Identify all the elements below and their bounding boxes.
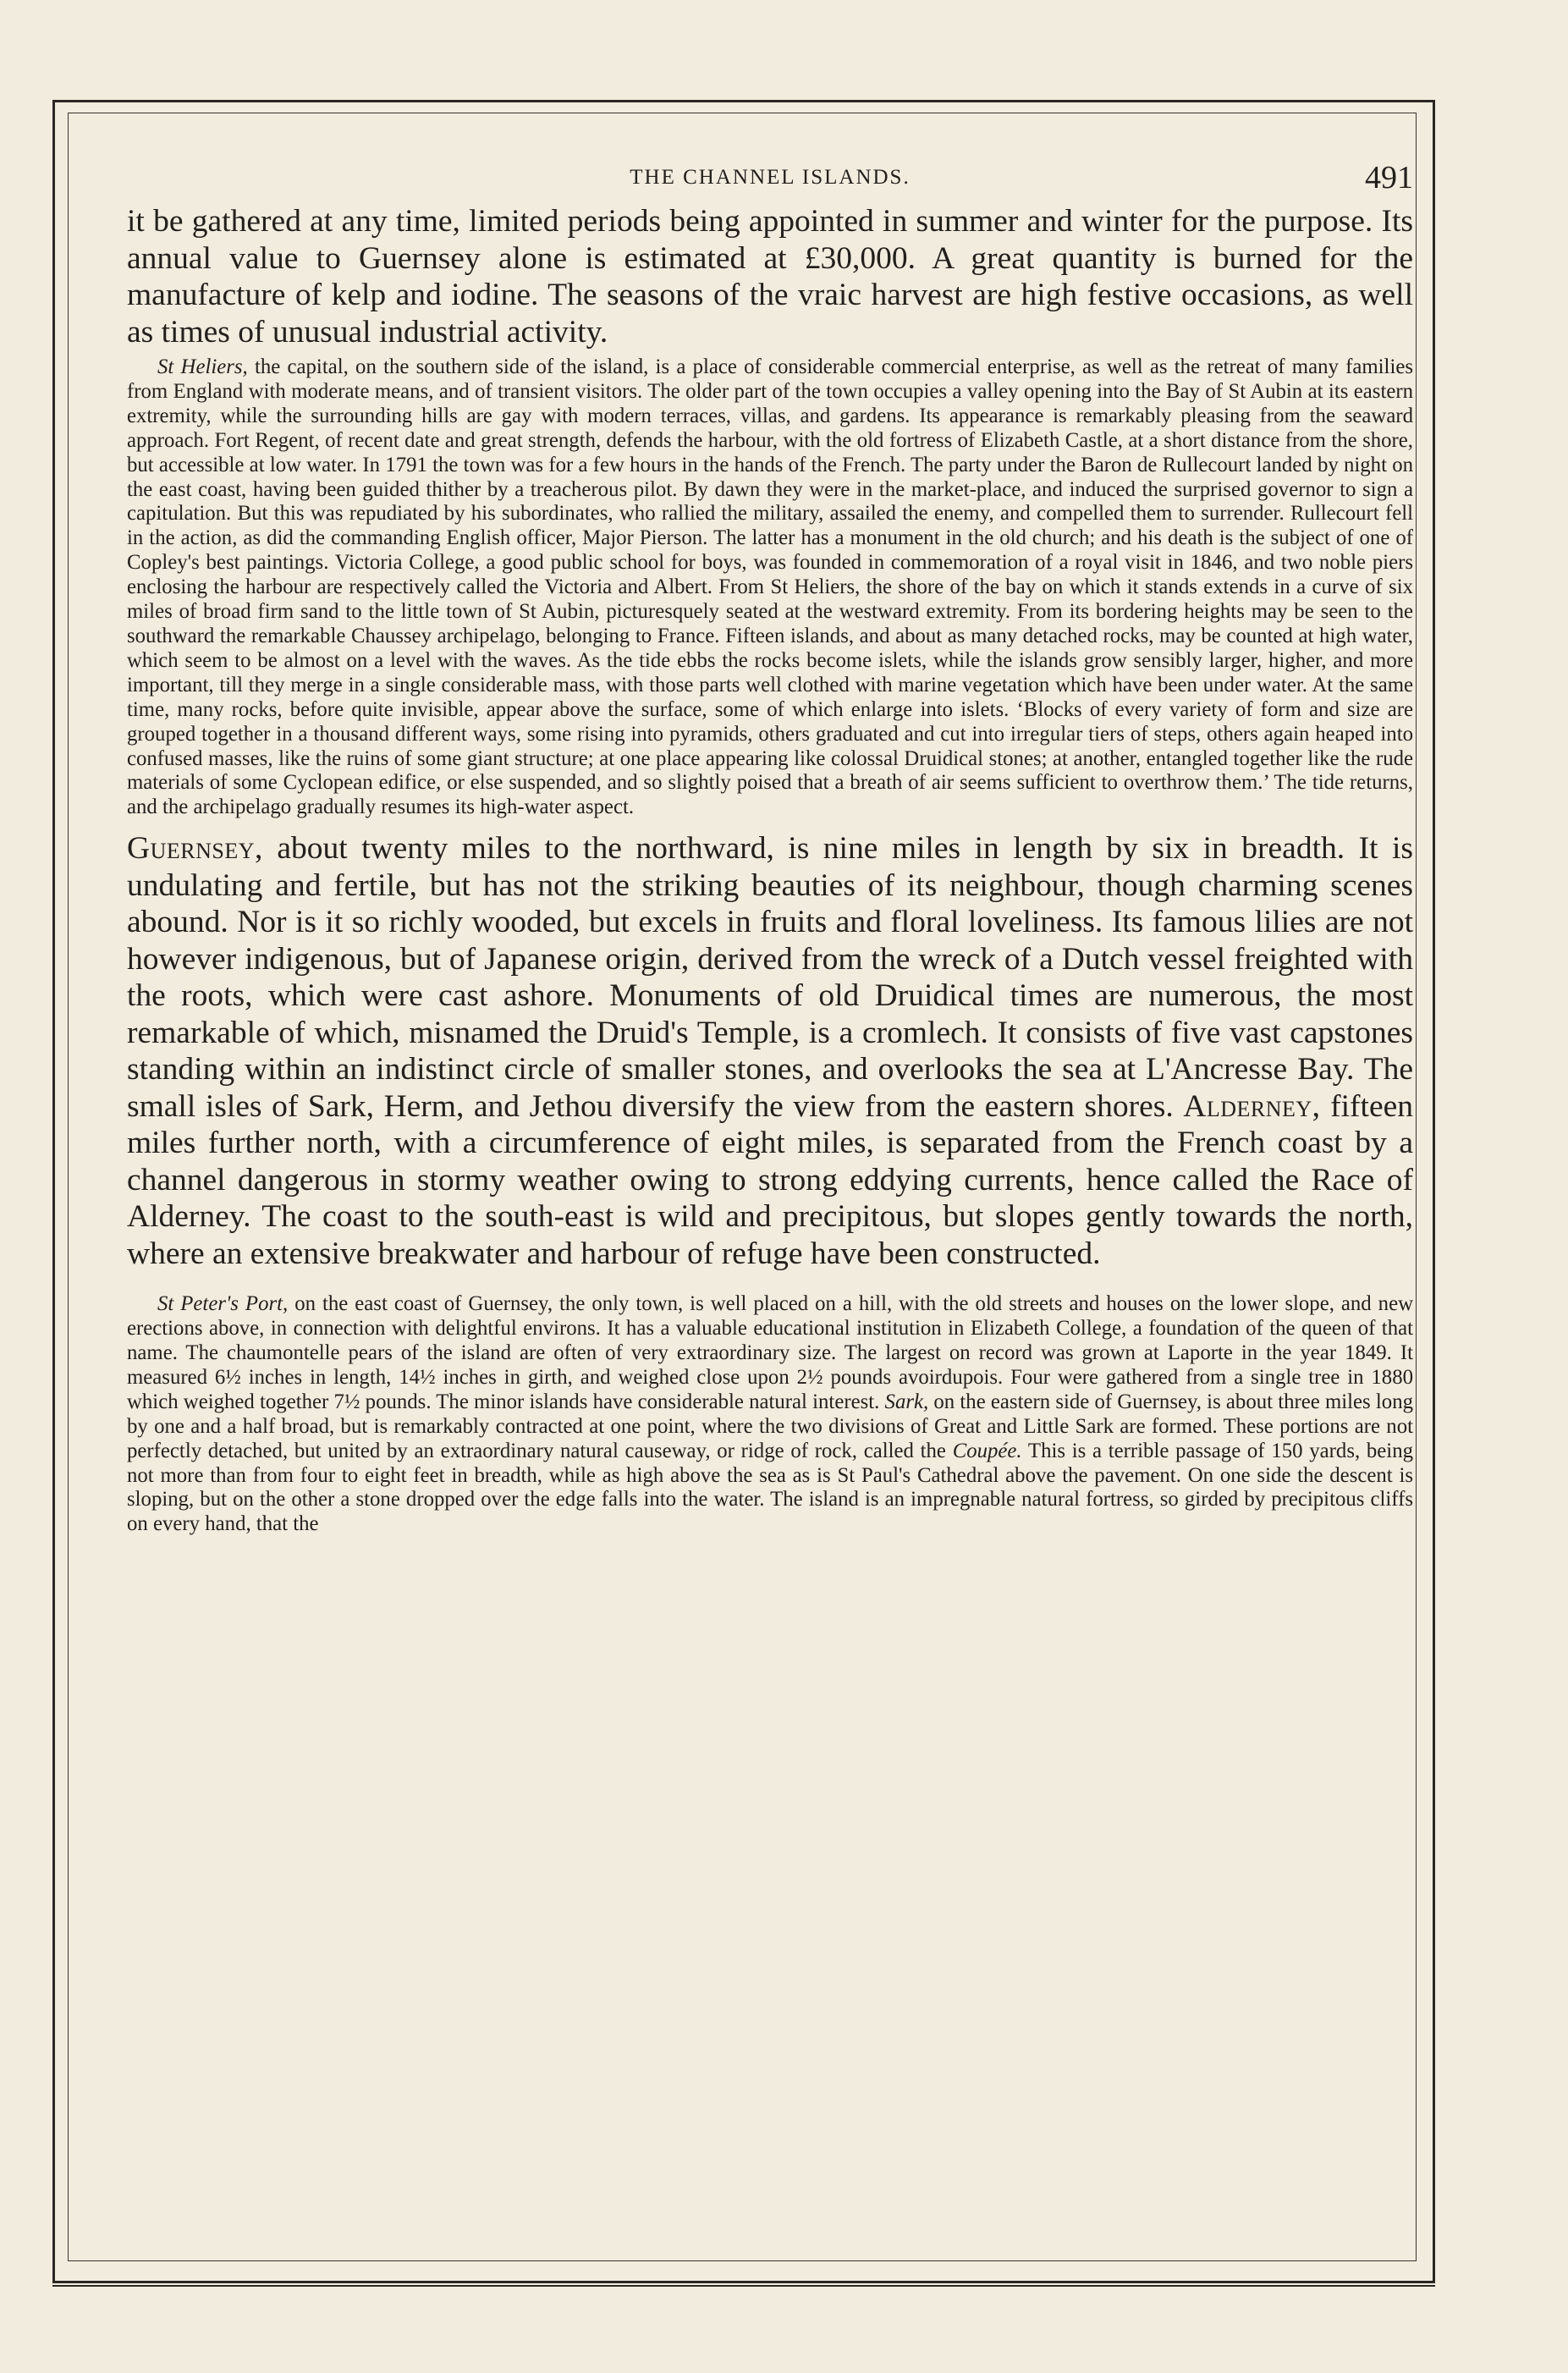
st-heliers-lead: St Heliers, — [157, 355, 248, 378]
body-text — [127, 203, 1413, 1537]
coupee-term: Coupée. — [952, 1439, 1022, 1462]
page-number: 491 — [1365, 160, 1413, 195]
alderney-lead: Alderney, — [1183, 1088, 1321, 1124]
paragraph-guernsey — [127, 830, 1413, 1272]
guernsey-text-b: fifteen miles further north, with a circumference of eight miles, is separated from the French coast by a channel dangerous in stormy weather owing to strong eddying currents, hence called the Race of Alderney. The coast to the south-east is wild and precipitous, but slopes gently towards the north, where an extensive breakwater and harbour of refuge have been constructed. — [127, 1088, 1413, 1271]
bottom-rule — [52, 2285, 1435, 2287]
guernsey-lead: Guernsey, — [127, 831, 263, 867]
paragraph-st-peters-port — [127, 1292, 1413, 1537]
page-header — [127, 159, 1413, 200]
guernsey-text-a: about twenty miles to the northward, is nine miles in length by six in breadth. It is undulating and fertile, but has not the striking beauties of its neighbour, though charming scenes abound. Nor is it so richly wooded, but excels in fruits and floral loveliness. Its famous lilies are not however indigenous, but of Japanese origin, derived from the wreck of a Dutch vessel freighted with the roots, which were cast ashore. Monuments of old Druidical times are numerous, the most remarkable of which, misnamed the Druid's Temple, is a cromlech. It consists of five vast capstones standing within an indistinct circle of smaller stones, and overlooks the sea at L'Ancresse Bay. The small isles of Sark, Herm, and Jethou diversify the view from the eastern shores. — [127, 831, 1413, 1124]
st-peters-text-c: This is a terrible passage of 150 yards, being not more than from four to eight feet in breadth, while as high above the sea as is St Paul's Cathedral above the pavement. On one side the descent is sloping, but on the other a stone dropped over the edge falls into the water. The island is an impregnable natural fortress, so girded by precipitous cliffs on every hand, that the — [127, 1439, 1413, 1536]
paragraph-vraic: it be gathered at any time, limited periods being appointed in summer and winter for the purpose. Its annual value to Guernsey alone is estimated at £30,000. A great quantity is burned for the manufacture of kelp and iodine. The seasons of the vraic harvest are high festive occasions, as well as times of unusual industrial activity. — [127, 204, 1413, 350]
sark-lead: Sark, — [884, 1390, 929, 1413]
running-title: THE CHANNEL ISLANDS. — [630, 166, 911, 189]
st-peters-text-a: on the east coast of Guernsey, the only town, is well placed on a hill, with the old streets and houses on the lower slope, and new erections above, in connection with delightful environs. It has a valuable educational institution in Elizabeth College, a foundation of the queen of that name. The chaumontelle pears of the island are often of very extraordinary size. The largest on record was grown at Laporte in the year 1849. It measured 6½ inches in length, 14½ inches in girth, and weighed close upon 2½ pounds avoirdupois. Four were gathered from a single tree in 1880 which weighed together 7½ pounds. The minor islands have considerable natural interest. — [127, 1292, 1413, 1413]
st-peters-port-lead: St Peter's Port, — [157, 1292, 289, 1316]
paragraph-st-heliers — [127, 355, 1413, 820]
st-peters-text-b: on the eastern side of Guernsey, is about three miles long by one and a half broad, but is remarkably contracted at one point, where the two divisions of Great and Little Sark are formed. These portions are not perfectly detached, but united by an extraordinary natural causeway, or ridge of rock, called the — [127, 1390, 1414, 1462]
st-heliers-text: the capital, on the southern side of the island, is a place of considerable commercial enterprise, as well as the retreat of many families from England with moderate means, and of transient visitors. The older part of the town occupies a valley opening into the Bay of St Aubin at its eastern extremity, while the surrounding hills are gay with modern terraces, villas, and gardens. Its appearance is remarkably pleasing from the seaward approach. Fort Regent, of recent date and great strength, defends the harbour, with the old fortress of Elizabeth Castle, at a short distance from the shore, but accessible at low water. In 1791 the town was for a few hours in the hands of the French. The party under the Baron de Rullecourt landed by night on the east coast, having been guided thither by a treacherous pilot. By dawn they were in the market-place, and induced the surprised governor to sign a capitulation. But this was repudiated by his subordinates, who rallied the military, assailed the enemy, and compelled them to surrender. Rullecourt fell in the action, as did the commanding English officer, Major Pierson. The latter has a monument in the old church; and his death is the subject of one of Copley's best paintings. Victoria College, a good public school for boys, was founded in commemoration of a royal visit in 1846, and two noble piers enclosing the harbour are respectively called the Victoria and Albert. From St Heliers, the shore of the bay on which it stands extends in a curve of six miles of broad firm sand to the little town of St Aubin, picturesquely seated at the westward extremity. From its bordering heights may be seen to the southward the remarkable Chaussey archipelago, belonging to France. Fifteen islands, and about as many detached rocks, may be counted at high water, which seem to be almost on a level with the waves. As the tide ebbs the rocks become islets, while the islands grow sensibly larger, higher, and more important, till they merge in a single considerable mass, with those parts well clothed with marine vegetation which have been under water. At the same time, many rocks, before quite invisible, appear above the surface, some of which enlarge into islets. ‘Blocks of every variety of form and size are grouped together in a thousand different ways, some rising into pyramids, others graduated and cut into irregular tiers of steps, others again heaped into confused masses, like the ruins of some giant structure; at one place appearing like colossal Druidical stones; at another, entangled together like the rude materials of some Cyclopean edifice, or else suspended, and so slightly poised that a breath of air seems sufficient to overthrow them.’ The tide returns, and the archipelago gradually resumes its high-water aspect. — [127, 355, 1413, 819]
